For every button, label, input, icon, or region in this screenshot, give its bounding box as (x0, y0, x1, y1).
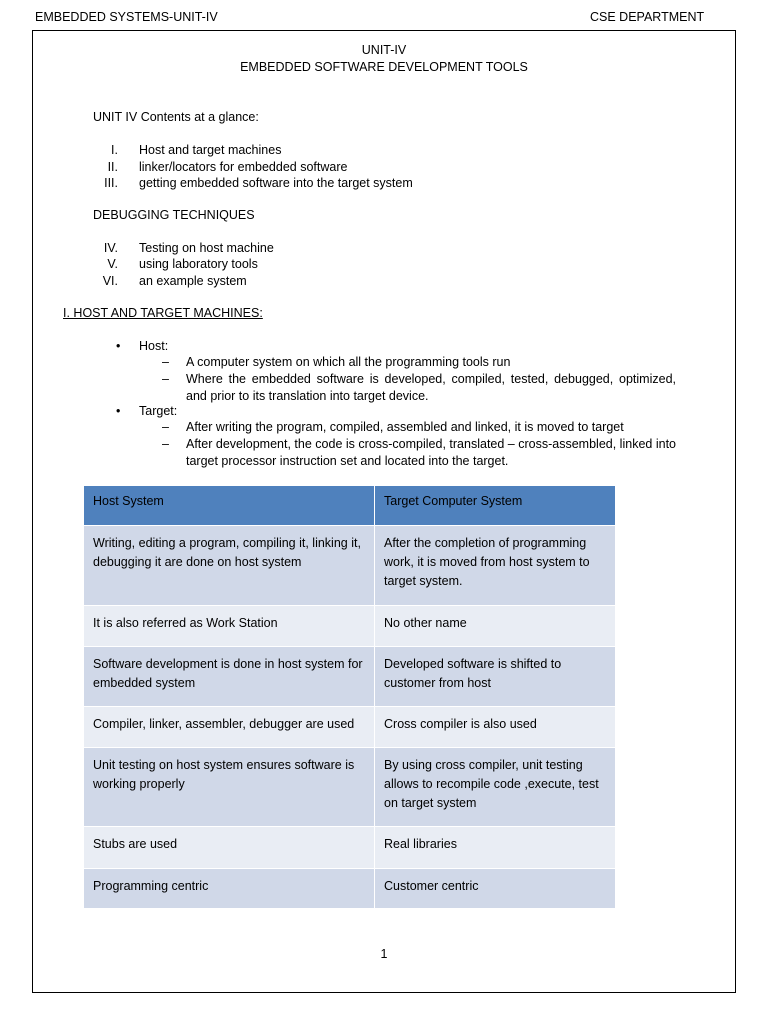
dash-icon: – (162, 437, 169, 451)
table-row (84, 827, 616, 869)
dash-icon: – (162, 420, 169, 434)
debugging-heading: DEBUGGING TECHNIQUES (93, 208, 255, 222)
list-number: VI. (102, 274, 118, 288)
target-point: After development, the code is cross-compiled, translated – cross-assembled, linked into target processor instruction set and located into the target. (186, 437, 676, 468)
page-header-left: EMBEDDED SYSTEMS-UNIT-IV (35, 10, 218, 24)
host-point: Where the embedded software is developed, compiled, tested, debugged, optimized, and prior to its translation into target device. (186, 372, 676, 403)
contents-heading: UNIT IV Contents at a glance: (93, 110, 259, 124)
table-cell: Stubs are used (84, 827, 375, 869)
column-header: Host System (84, 486, 375, 526)
list-item: linker/locators for embedded software (139, 160, 348, 174)
dash-icon: – (162, 372, 169, 386)
table-cell: Customer centric (375, 869, 616, 909)
table-cell: Developed software is shifted to customer from host (375, 647, 616, 707)
unit-title: UNIT-IV (361, 43, 407, 57)
table-cell: By using cross compiler, unit testing allows to recompile code ,execute, test on target system (375, 748, 616, 827)
list-item: Testing on host machine (139, 241, 274, 255)
list-item: Host and target machines (139, 143, 282, 157)
table-cell: Cross compiler is also used (375, 707, 616, 748)
host-point: A computer system on which all the programming tools run (186, 355, 511, 369)
page-header-right: CSE DEPARTMENT (590, 10, 705, 24)
table-header-row (84, 486, 616, 526)
list-number: V. (107, 257, 118, 271)
table-cell: After the completion of programming work, it is moved from host system to target system. (375, 526, 616, 606)
bullet-icon: • (116, 404, 121, 418)
table-row (84, 647, 616, 707)
table-cell: No other name (375, 606, 616, 647)
bullet-icon: • (116, 339, 121, 353)
table-cell: Writing, editing a program, compiling it, linking it, debugging it are done on host system (84, 526, 375, 606)
table-cell: Programming centric (84, 869, 375, 909)
section-heading: I. HOST AND TARGET MACHINES: (63, 306, 263, 320)
bullet-label-host: Host: (139, 339, 169, 353)
host-target-table (83, 485, 616, 909)
list-item: getting embedded software into the target system (139, 176, 413, 190)
list-item: using laboratory tools (139, 257, 258, 271)
list-number: II. (107, 160, 118, 174)
bullet-label-target: Target: (139, 404, 178, 418)
table-cell: Software development is done in host system for embedded system (84, 647, 375, 707)
table-cell: Compiler, linker, assembler, debugger are used (84, 707, 375, 748)
list-number: I. (111, 143, 118, 157)
table-row (84, 526, 616, 606)
table-cell: It is also referred as Work Station (84, 606, 375, 647)
unit-subtitle: EMBEDDED SOFTWARE DEVELOPMENT TOOLS (240, 60, 528, 74)
table-row (84, 748, 616, 827)
table-row (84, 606, 616, 647)
table-cell: Real libraries (375, 827, 616, 869)
target-point: After writing the program, compiled, assembled and linked, it is moved to target (186, 420, 624, 434)
list-item: an example system (139, 274, 247, 288)
page-number: 1 (380, 947, 388, 961)
table-row (84, 707, 616, 748)
dash-icon: – (162, 355, 169, 369)
table-cell: Unit testing on host system ensures software is working properly (84, 748, 375, 827)
list-number: III. (104, 176, 118, 190)
table-row (84, 869, 616, 909)
list-number: IV. (103, 241, 118, 255)
column-header: Target Computer System (375, 486, 616, 526)
